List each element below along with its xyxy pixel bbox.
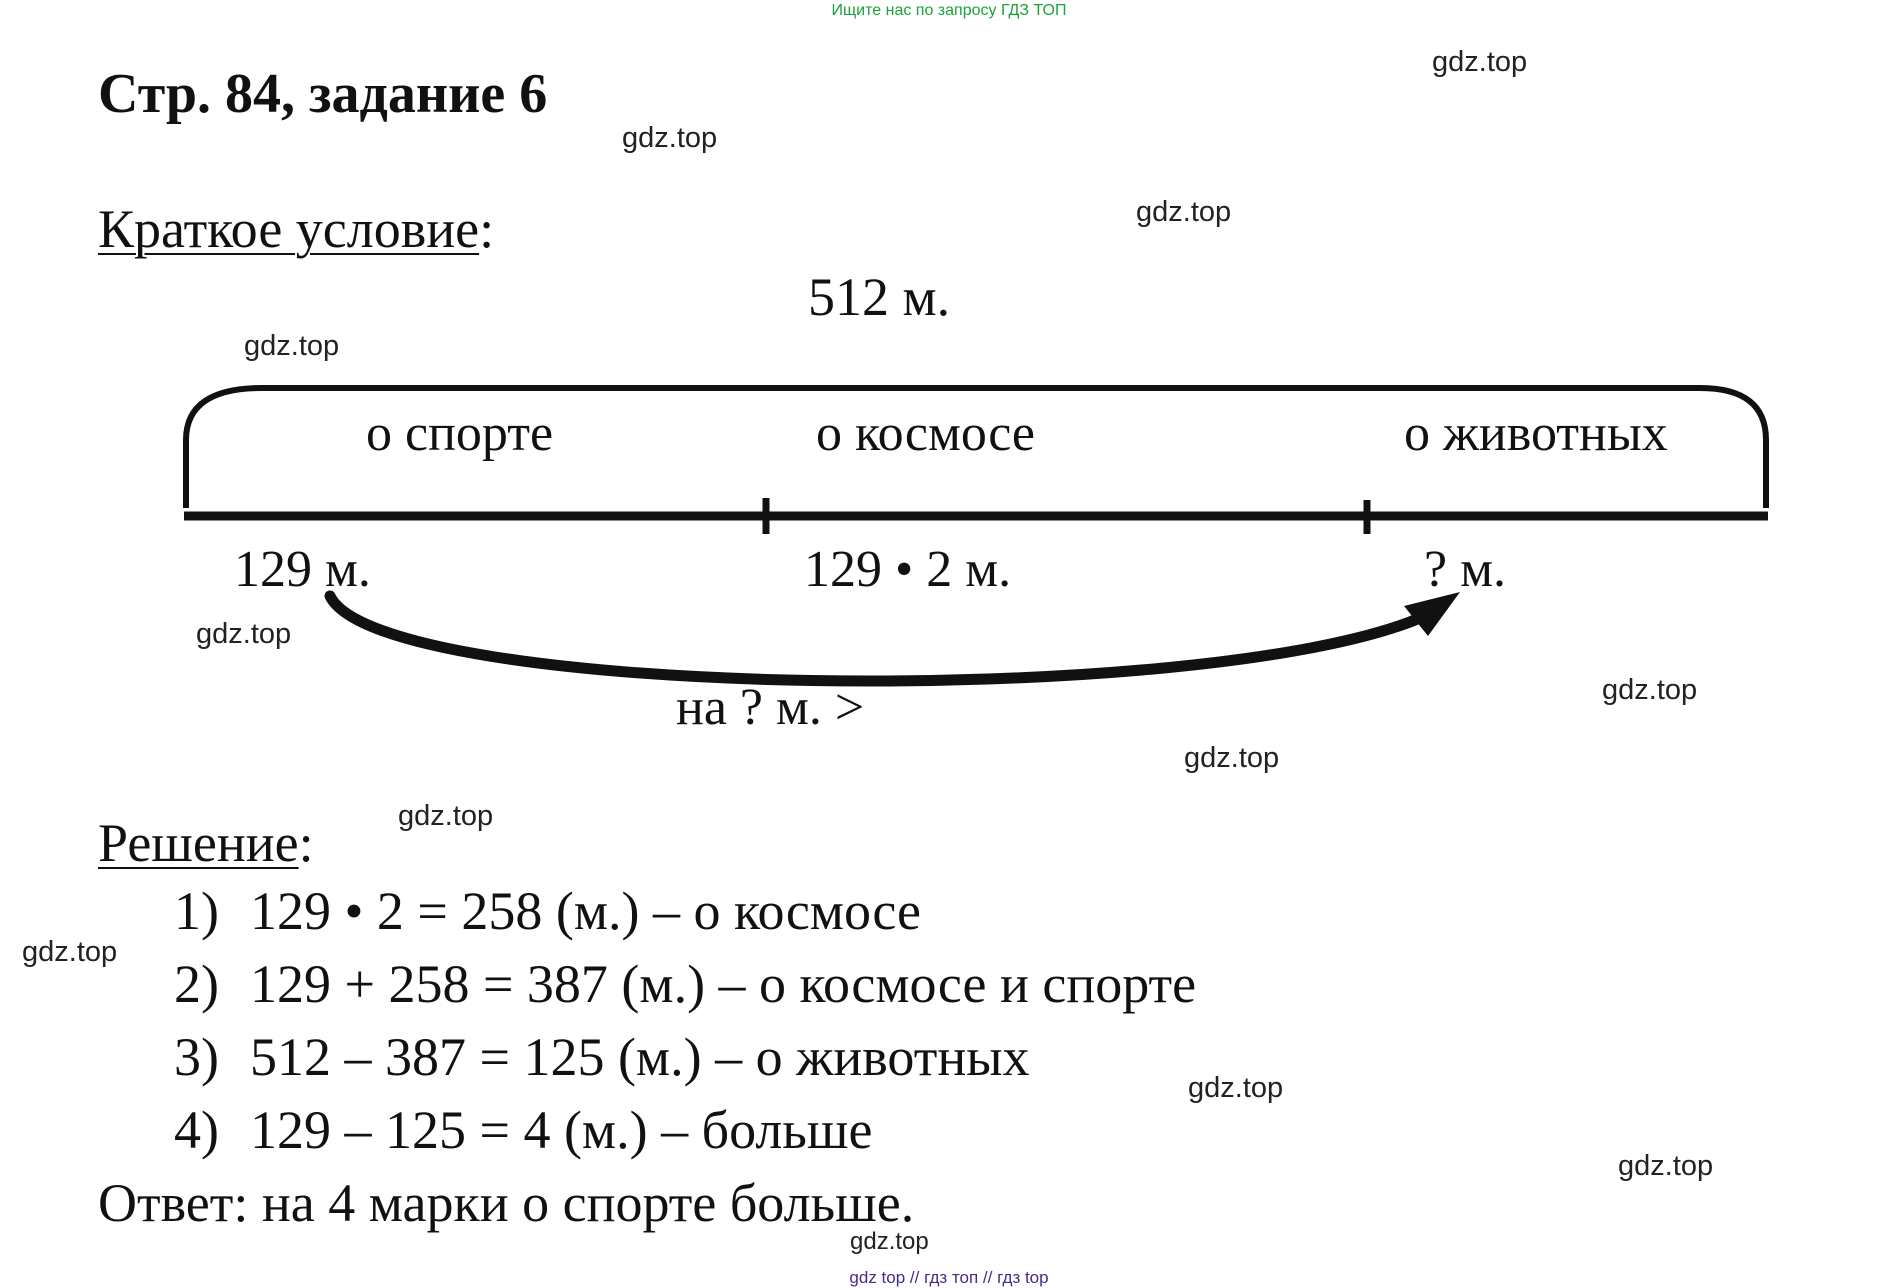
watermark: gdz.top (22, 936, 118, 968)
condition-heading-colon: : (479, 199, 495, 259)
watermark: gdz.top (1184, 742, 1280, 774)
answer-text: Ответ: на 4 марки о спорте больше. (98, 1173, 915, 1233)
step-number: 2) (174, 954, 219, 1014)
step-text: 512 – 387 = 125 (м.) – о животных (250, 1027, 1030, 1087)
step-number: 4) (174, 1100, 219, 1160)
watermark: gdz.top (1188, 1072, 1284, 1104)
watermark: gdz.top (1432, 46, 1528, 78)
step-number: 1) (174, 881, 219, 941)
value-label-sport: 129 м. (234, 541, 371, 598)
step-text: 129 • 2 = 258 (м.) – о космосе (250, 881, 921, 941)
watermark: gdz.top (1136, 196, 1232, 228)
watermark: gdz.top (1618, 1150, 1714, 1182)
watermark: gdz.top (1602, 674, 1698, 706)
condition-heading-text: Краткое условие (98, 199, 480, 259)
segment-label-space: о космосе (816, 405, 1035, 462)
page-title: Стр. 84, задание 6 (98, 63, 548, 125)
segment-label-animals: о животных (1404, 405, 1668, 462)
watermark: gdz.top (850, 1228, 929, 1255)
value-label-space: 129 • 2 м. (804, 541, 1012, 598)
total-length-label: 512 м. (808, 267, 951, 327)
comparison-label: на ? м. > (676, 679, 865, 736)
watermark: gdz.top (398, 800, 494, 832)
step-text: 129 – 125 = 4 (м.) – больше (250, 1100, 873, 1160)
value-label-animals: ? м. (1424, 541, 1506, 598)
watermark: gdz.top (244, 330, 340, 362)
solution-heading-text: Решение (98, 813, 299, 873)
watermark: gdz.top (196, 618, 292, 650)
segment-label-sport: о спорте (366, 405, 554, 462)
comparison-arrow (330, 596, 1420, 681)
footer-links[interactable]: gdz top // гдз топ // гдз top (849, 1268, 1049, 1287)
step-number: 3) (174, 1027, 219, 1087)
watermark: gdz.top (622, 122, 718, 154)
step-text: 129 + 258 = 387 (м.) – о космосе и спорте (250, 954, 1197, 1014)
solution-heading-colon: : (298, 813, 314, 873)
top-banner[interactable]: Ищите нас по запросу ГДЗ ТОП (831, 2, 1067, 19)
solution-heading (98, 812, 314, 874)
